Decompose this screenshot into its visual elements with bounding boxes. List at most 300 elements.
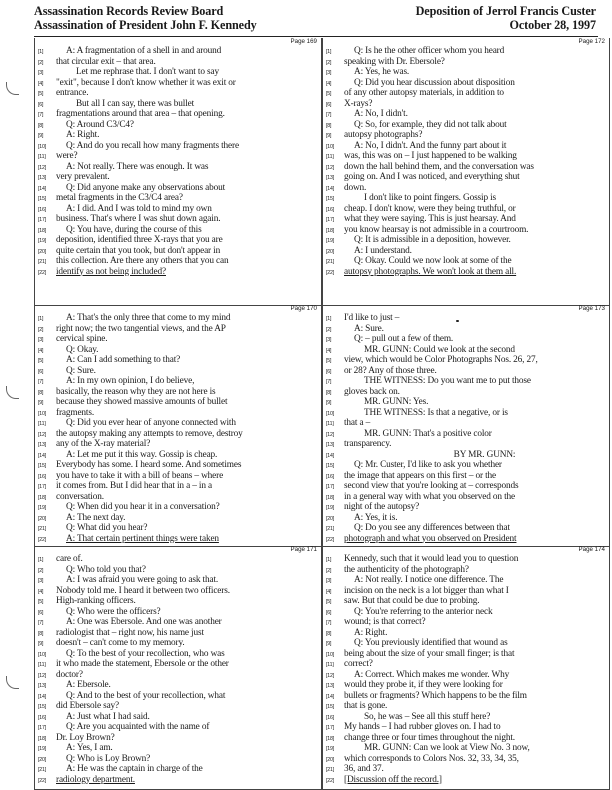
line-text: that is gone. [344,701,388,711]
line-text: the authenticity of the photograph? [344,564,469,575]
transcript-line [323,235,609,246]
line-number: [1] [326,49,332,55]
line-text: fragmentations around that area – that opening. [56,109,225,119]
line-number: [11] [38,154,46,160]
line-text: the autopsy making any attempts to remove, destroy [56,428,243,439]
transcript-line [35,99,321,110]
line-number: [11] [326,154,334,160]
line-number: [4] [326,347,332,354]
transcript-line [323,775,609,786]
transcript-line [323,743,609,754]
line-text: Q: – pull out a few of them. [354,334,454,344]
line-text: A: A fragmentation of a shell in and around [66,46,222,56]
line-number: [19] [38,746,47,752]
transcript-line [35,172,321,183]
transcript-line [323,418,609,429]
transcript-line [323,397,609,408]
transcript-line [323,450,609,461]
line-number: [2] [38,59,44,66]
line-text: A: That's the only three that come to my mind [66,313,231,323]
case-title: Assassination of President John F. Kennedy [34,18,257,32]
line-text: basically, the reason why they are not here is [56,386,216,397]
transcript-line [323,649,609,660]
line-text: correct? [344,659,373,669]
transcript-lines [323,46,609,277]
transcript-line [323,162,609,173]
line-text: Let me rephrase that. I don't want to say [76,67,219,77]
transcript-line [35,193,321,204]
line-number: [15] [326,704,335,710]
transcript-line [35,397,321,408]
transcript-line [323,256,609,267]
line-number: [12] [326,164,335,171]
line-number: [13] [326,175,335,181]
line-text: bullets or fragments? Which happens to be the film [344,690,527,701]
line-number: [21] [38,767,47,773]
transcript-line [35,764,321,775]
transcript-line [323,345,609,356]
line-number: [15] [326,196,335,202]
line-text: Q: Did anyone make any observations about [66,182,226,193]
line-number: [6] [326,609,332,616]
transcript-line [35,141,321,152]
line-number: [11] [38,421,46,427]
transcript-line [323,659,609,670]
transcript-line [323,334,609,345]
transcript-line [323,376,609,387]
page-number: Page 172 [578,38,605,45]
transcript-page [34,305,322,547]
transcript-lines [35,554,321,785]
margin-mark [6,386,19,399]
transcript-line [35,130,321,141]
line-number: [20] [326,756,335,763]
line-text: view, which would be Color Photographs Nos. 26, 27, [344,355,538,365]
transcript-line [323,204,609,215]
line-number: [18] [38,227,47,234]
line-number: [14] [38,452,47,459]
line-number: [10] [38,143,47,150]
line-number: [18] [38,494,47,501]
line-text: was, this was on – I just happened to be walking [344,151,517,161]
line-text: that a – [344,418,371,428]
transcript-line [323,701,609,712]
line-text: care of. [56,554,83,564]
transcript-line [35,733,321,744]
line-text: deposition, identified three X-rays that you are [56,235,223,245]
transcript-line [323,712,609,723]
line-number: [1] [326,557,332,563]
transcript-lines [35,313,321,544]
line-number: [20] [326,515,335,522]
transcript-line [323,120,609,131]
line-number: [22] [38,536,47,543]
transcript-line [35,429,321,440]
line-text: quite certain that you took, but don't appear in [56,245,221,256]
line-text: A: Can I add something to that? [66,355,181,365]
line-number: [6] [326,101,332,108]
transcript-line [35,235,321,246]
line-text: because they showed massive amounts of bullet [56,397,228,407]
line-number: [5] [326,599,332,605]
line-number: [3] [326,337,332,343]
transcript-line [323,78,609,89]
transcript-line [323,523,609,534]
header-rule [34,36,598,37]
line-number: [20] [38,756,47,763]
line-text: So, he was – See all this stuff here? [364,711,491,722]
line-number: [13] [326,442,335,448]
line-text: A: Just what I had said. [66,711,150,722]
transcript-line [35,57,321,68]
line-text: X-rays? [344,98,373,109]
transcript-line [35,492,321,503]
line-text: THE WITNESS: Is that a negative, or is [364,407,508,418]
line-number: [14] [38,693,47,700]
line-number: [19] [326,746,335,752]
line-number: [16] [38,206,47,213]
line-number: [14] [326,693,335,700]
transcript-line [35,450,321,461]
line-number: [9] [38,400,44,406]
line-number: [10] [326,143,335,150]
transcript-lines [35,46,321,277]
transcript-line [323,513,609,524]
line-number: [9] [38,641,44,647]
line-text: A: Let me put it this way. Gossip is cheap. [66,449,218,460]
line-text: Q: So, for example, they did not talk about [354,119,507,130]
line-text: would they probe it, if they were looking for [344,680,503,690]
line-number: [16] [38,473,47,480]
line-number: [16] [326,206,335,213]
line-number: [2] [326,326,332,333]
line-number: [18] [326,227,335,234]
line-number: [9] [326,641,332,647]
transcript-line [35,481,321,492]
line-text: Q: To the best of your recollection, who was [66,648,225,659]
transcript-lines [323,554,609,785]
line-text: second view that you're looking at – corresponds [344,481,519,491]
line-number: [17] [326,725,335,731]
line-text: going on. And I was noticed, and everything shut [344,172,520,182]
line-number: [22] [38,269,47,276]
transcript-line [35,523,321,534]
line-text: night of the autopsy? [344,502,420,512]
line-number: [4] [38,80,44,87]
line-text: cheap. I don't know, were they being truthful, or [344,203,516,214]
transcript-line [323,225,609,236]
line-number: [9] [326,400,332,406]
line-number: [17] [38,725,47,731]
line-number: [10] [38,651,47,658]
line-text: saw. But that could be due to probing. [344,596,480,606]
transcript-line [323,628,609,639]
line-text: right now; the two tangential views, and the AP [56,323,226,334]
line-number: [11] [38,662,46,668]
line-number: [4] [38,347,44,354]
line-number: [10] [326,410,335,417]
line-number: [8] [38,630,44,637]
line-number: [21] [326,259,335,265]
line-text: Q: And do you recall how many fragments there [66,140,239,151]
transcript-line [323,355,609,366]
line-number: [13] [38,683,47,689]
line-text: But all I can say, there was bullet [76,98,195,109]
line-text: Q: You previously identified that wound as [354,638,508,648]
line-text: A: No, I didn't. And the funny part about it [354,140,507,151]
transcript-line [35,313,321,324]
line-number: [2] [38,567,44,574]
line-number: [7] [38,112,44,118]
line-number: [22] [326,777,335,784]
transcript-page [34,38,322,306]
line-number: [15] [38,196,47,202]
transcript-page [322,38,610,306]
transcript-line [323,596,609,607]
line-number: [22] [326,269,335,276]
line-number: [10] [326,651,335,658]
line-number: [6] [38,609,44,616]
line-text: High-ranking officers. [56,596,136,606]
line-number: [12] [38,431,47,438]
line-number: [12] [326,672,335,679]
line-text: transparency. [344,439,392,449]
line-text: A: That certain pertinent things were taken [66,533,219,544]
line-number: [15] [38,704,47,710]
line-number: [8] [38,389,44,396]
line-number: [3] [38,337,44,343]
line-text: BY MR. GUNN: [453,449,516,460]
line-text: Q: Do you see any differences between that [354,523,510,533]
line-number: [21] [38,526,47,532]
line-text: MR. GUNN: Yes. [364,397,429,407]
transcript-line [35,701,321,712]
transcript-line [35,565,321,576]
line-text: were? [56,151,78,161]
line-number: [16] [38,714,47,721]
line-number: [6] [326,368,332,375]
line-number: [21] [326,767,335,773]
transcript-line [323,607,609,618]
line-text: speaking with Dr. Ebersole? [344,56,445,67]
line-number: [13] [326,683,335,689]
line-text: A: The next day. [66,512,126,523]
line-text: Q: Around C3/C4? [66,119,134,130]
transcript-line [323,492,609,503]
line-number: [19] [326,505,335,511]
transcript-line [323,366,609,377]
line-number: [14] [326,185,335,192]
line-text: Q: Did you ever hear of anyone connected with [66,418,236,428]
line-number: [17] [38,217,47,223]
line-text: you have to take it with a bill of beans – where [56,470,224,481]
line-text: or 28? Any of those three. [344,365,437,376]
line-number: [20] [38,248,47,255]
line-number: [7] [326,379,332,385]
line-number: [18] [38,735,47,742]
line-text: Q: And to the best of your recollection, what [66,690,226,701]
line-number: [18] [326,494,335,501]
line-text: any of the X-ray material? [56,439,151,449]
line-number: [18] [326,735,335,742]
board-title: Assassination Records Review Board [34,4,224,18]
line-number: [1] [326,316,332,322]
transcript-line [323,387,609,398]
transcript-line [323,313,609,324]
transcript-line [35,460,321,471]
transcript-line [35,575,321,586]
transcript-line [35,586,321,597]
line-number: [16] [326,714,335,721]
line-text: autopsy photographs. We won't look at them all. [344,266,517,277]
line-number: [3] [38,578,44,584]
transcript-line [323,193,609,204]
transcript-line [323,502,609,513]
transcript-line [35,638,321,649]
transcript-line [323,471,609,482]
transcript-line [35,617,321,628]
line-number: [3] [326,70,332,76]
transcript-line [323,67,609,78]
transcript-line [323,267,609,278]
line-text: A: I did. And I was told to mind my own [66,203,212,214]
transcript-line [35,256,321,267]
line-text: Nobody told me. I heard it between two officers. [56,585,230,596]
transcript-line [35,162,321,173]
transcript-line [35,596,321,607]
transcript-line [35,151,321,162]
line-text: MR. GUNN: Could we look at the second [364,344,515,355]
line-number: [5] [326,91,332,97]
transcript-line [323,481,609,492]
transcript-line [35,366,321,377]
line-text: photograph and what you observed on President [344,533,517,544]
line-number: [22] [38,777,47,784]
line-number: [11] [326,662,334,668]
transcript-line [35,88,321,99]
transcript-line [35,502,321,513]
line-number: [7] [326,112,332,118]
line-text: conversation. [56,491,104,502]
line-number: [5] [326,358,332,364]
transcript-line [323,246,609,257]
line-text: gloves back on. [344,386,400,397]
line-number: [5] [38,358,44,364]
line-text: of any other autopsy materials, in addition to [344,88,504,98]
header-right [336,4,596,32]
line-number: [8] [326,630,332,637]
transcript-lines [323,313,609,544]
line-number: [10] [38,410,47,417]
transcript-line [35,324,321,335]
line-number: [2] [326,567,332,574]
transcript-line [35,109,321,120]
line-text: I don't like to point fingers. Gossip is [364,193,497,203]
line-number: [5] [38,599,44,605]
line-text: Q: Did you hear discussion about disposition [354,77,515,88]
transcript-line [35,649,321,660]
transcript-line [323,460,609,471]
transcript-line [35,534,321,545]
line-text: fragments. [56,407,94,418]
line-text: Everybody has some. I heard some. And sometimes [56,460,242,470]
transcript-line [323,408,609,419]
transcript-line [323,88,609,99]
transcript-line [35,659,321,670]
line-number: [9] [326,133,332,139]
line-number: [8] [326,122,332,129]
line-number: [17] [326,484,335,490]
line-text: entrance. [56,88,89,98]
transcript-line [35,78,321,89]
transcript-line [35,67,321,78]
transcript-line [323,46,609,57]
line-number: [6] [38,101,44,108]
transcript-line [35,754,321,765]
transcript-line [35,712,321,723]
transcript-line [35,607,321,618]
line-number: [12] [38,672,47,679]
line-text: A: Right. [66,130,100,140]
line-number: [21] [326,526,335,532]
line-number: [3] [38,70,44,76]
line-text: A: Not really. I notice one difference. The [354,575,504,585]
transcript-line [35,471,321,482]
line-number: [13] [38,442,47,448]
transcript-line [35,628,321,639]
transcript-page [322,546,610,790]
line-text: Q: When did you hear it in a conversation? [66,502,220,512]
transcript-line [35,554,321,565]
line-text: it who made the statement, Ebersole or the other [56,659,229,669]
line-text: cervical spine. [56,334,108,344]
line-text: Q: Okay. [66,344,99,355]
line-text: radiology department. [56,774,135,785]
line-text: A: Correct. Which makes me wonder. Why [354,669,510,680]
transcript-line [323,565,609,576]
line-number: [19] [38,238,47,244]
line-number: [12] [38,164,47,171]
line-text: A: Yes, he was. [354,67,410,77]
line-text: A: I was afraid you were going to ask that. [66,575,219,585]
page-number: Page 174 [578,546,605,553]
transcript-line [323,617,609,628]
line-text: what they were saying. This is just hearsay. And [344,214,516,224]
line-number: [17] [38,484,47,490]
transcript-line [35,225,321,236]
line-number: [13] [38,175,47,181]
page-number: Page 169 [290,38,317,45]
line-text: Q: Okay. Could we now look at some of the [354,256,512,266]
transcript-line [35,376,321,387]
line-number: [19] [326,238,335,244]
line-text: A: No, I didn't. [354,109,408,119]
line-text: change three or four times throughout the night. [344,732,515,743]
line-text: Q: You're referring to the anterior neck [354,606,493,617]
line-text: Q: What did you hear? [66,523,148,533]
transcript-line [323,172,609,183]
transcript-line [35,46,321,57]
page-number: Page 171 [290,546,317,553]
transcript-line [323,429,609,440]
transcript-page [322,305,610,547]
line-number: [20] [326,248,335,255]
line-number: [12] [326,431,335,438]
line-text: doctor? [56,669,83,680]
transcript-line [35,418,321,429]
line-number: [14] [326,452,335,459]
transcript-line [35,267,321,278]
